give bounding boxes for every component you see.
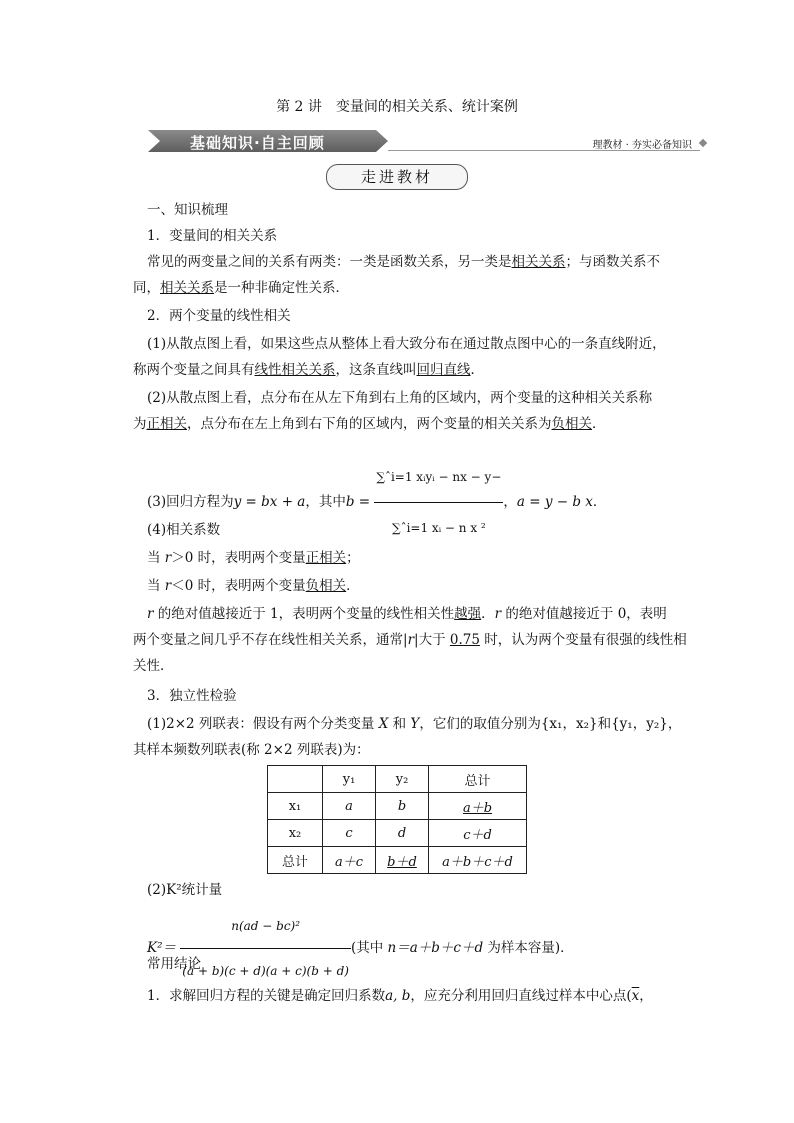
paragraph-1a: 常见的两变量之间的关系有两类：一类是函数关系，另一类是相关关系；与函数关系不 xyxy=(147,254,660,270)
conclusion-heading: 常用结论 xyxy=(147,956,201,972)
table-cell: c＋d xyxy=(429,820,527,847)
banner-subtitle: 理教材 · 夯实必备知识 xyxy=(592,140,692,151)
paragraph-3-1a: (1)2×2 列联表：假设有两个分类变量 X 和 Y，它们的取值分别为{x₁，x₂}和{y₁，y₂}， xyxy=(147,716,682,732)
b-fraction: $\frac{\text{∑ˆi=1 xᵢyᵢ − nx − y−}}{\text{∑ˆi=1 xᵢ − n x ²}}$ xyxy=(374,452,503,553)
paragraph-2-2a: (2)从散点图上看，点分布在从左下角到右上角的区域内，两个变量的这种相关关系称 xyxy=(147,390,653,406)
paragraph-2-1a: (1)从散点图上看，如果这些点从整体上看大致分布在通过散点图中心的一条直线附近， xyxy=(147,336,666,352)
regression-formula: (3)回归方程为y = bx + a，其中b = $\frac{\text{∑ˆi=1 xᵢyᵢ − nx − y−}}{\text{∑ˆi=1 xᵢ − n x ²}}$ ，a = y − b x． xyxy=(147,452,606,553)
paragraph-3-1b: 其样本频数列联表(称 2×2 列联表)为： xyxy=(133,742,370,758)
table-row xyxy=(268,847,527,874)
table-cell: d xyxy=(376,820,429,847)
table-cell: c xyxy=(323,820,376,847)
table-cell: a＋b xyxy=(429,793,527,820)
table-header-row xyxy=(268,766,527,793)
table-cell: y₂ xyxy=(376,766,429,793)
paragraph-2-4d: 两个变量之间几乎不存在线性相关关系，通常|r|大于 0.75 时，认为两个变量有很强的线性相 xyxy=(133,632,687,648)
heading-1: 一、知识梳理 xyxy=(147,202,228,218)
contingency-table xyxy=(267,765,527,874)
table-cell: a＋b＋c＋d xyxy=(429,847,527,874)
banner-label: 基础知识·自主回顾 xyxy=(190,134,325,152)
table-cell: 总计 xyxy=(268,847,323,874)
table-cell: a＋c xyxy=(323,847,376,874)
table-row xyxy=(268,820,527,847)
conclusion-1: 1．求解回归方程的关键是确定回归系数a, b，应充分利用回归直线过样本中心点($\overline{x}$， xyxy=(147,988,653,1004)
section-pill: 走进教材 xyxy=(326,164,468,190)
subheading-3-2: (2)K²统计量 xyxy=(147,882,223,898)
page-title: 第 2 讲 变量间的相关关系、统计案例 xyxy=(276,99,518,115)
table-cell: x₁ xyxy=(268,793,323,820)
k2-formula: K²＝ $\frac{\text{n(ad − bc)²}}{(a + b)(c + d)(a + c)(b + d)}$ (其中 n＝a＋b＋c＋d 为样本容量)． xyxy=(147,904,574,993)
subheading-2: 2．两个变量的线性相关 xyxy=(147,308,291,324)
table-cell xyxy=(268,766,323,793)
paragraph-2-4a: 当 r＞0 时，表明两个变量正相关； xyxy=(147,550,360,566)
k2-fraction: $\frac{\text{n(ad − bc)²}}{(a + b)(c + d)(a + c)(b + d)}$ xyxy=(180,904,351,993)
section-banner xyxy=(148,126,708,156)
paragraph-2-4e: 关性． xyxy=(133,658,174,674)
paragraph-2-2b: 为正相关，点分布在左上角到右下角的区域内，两个变量的相关关系为负相关． xyxy=(133,416,606,432)
a-formula: a = y − b x xyxy=(516,494,593,510)
subheading-2-4: (4)相关系数 xyxy=(147,522,221,538)
subheading-1: 1．变量间的相关关系 xyxy=(147,228,278,244)
table-cell: b xyxy=(376,793,429,820)
table-cell: 总计 xyxy=(429,766,527,793)
table-cell: y₁ xyxy=(323,766,376,793)
paragraph-2-4b: 当 r＜0 时，表明两个变量负相关． xyxy=(147,578,360,594)
table-row xyxy=(268,793,527,820)
subheading-3: 3．独立性检验 xyxy=(147,688,237,704)
diamond-icon xyxy=(699,139,707,147)
paragraph-1b: 同，相关关系是一种非确定性关系． xyxy=(133,280,349,296)
table-cell: a xyxy=(323,793,376,820)
paragraph-2-1b: 称两个变量之间具有线性相关关系，这条直线叫回归直线． xyxy=(133,362,484,378)
table-cell: x₂ xyxy=(268,820,323,847)
paragraph-2-4c: r 的绝对值越接近于 1，表明两个变量的线性相关性越强．r 的绝对值越接近于 0，表明 xyxy=(147,606,667,622)
regression-equation: y = bx + a xyxy=(233,494,306,510)
table-cell: b＋d xyxy=(376,847,429,874)
